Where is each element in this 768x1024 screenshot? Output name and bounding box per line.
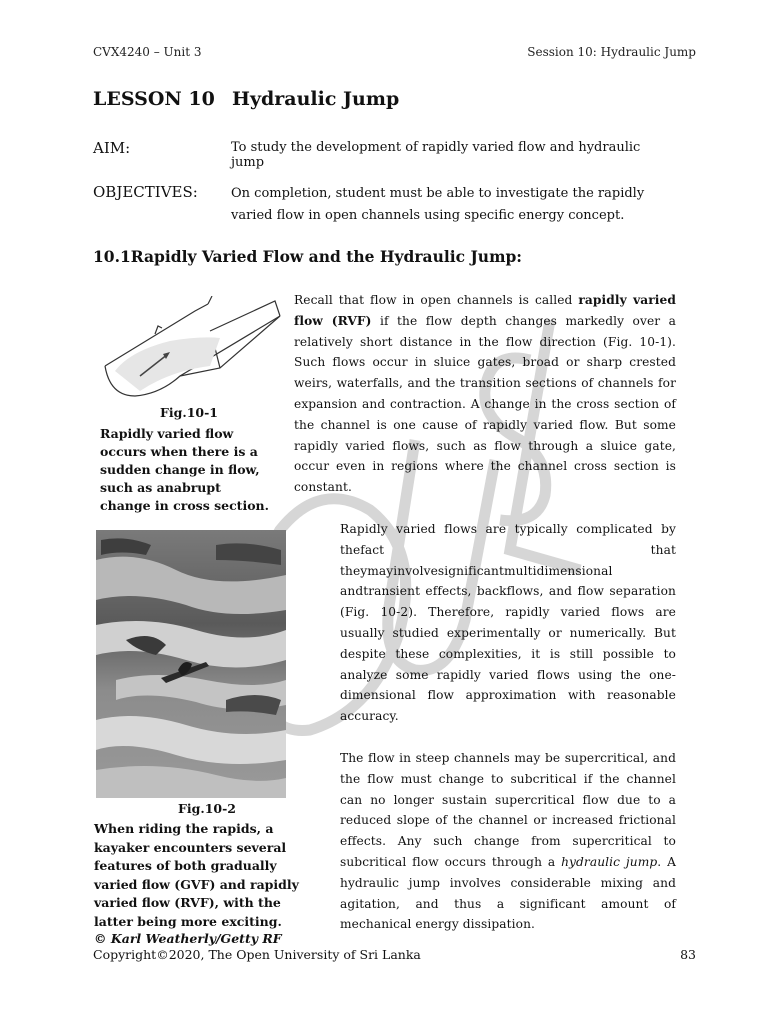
header-course-code: CVX4240 – Unit 3 [93, 45, 202, 59]
figure-10-2-credit: © Karl Weatherly/Getty RF [94, 931, 282, 946]
term-rvf: rapidly varied flow (RVF) [294, 293, 676, 328]
lesson-title: Hydraulic Jump [232, 88, 400, 110]
objectives-text: On completion, student must be able to investigate the rapidly varied flow in open channels using specific energy concept. [231, 186, 645, 223]
objectives-label: OBJECTIVES: [93, 183, 198, 201]
paragraph-rvf-complexity: Rapidly varied flows are typically complicated by thefact that theymayinvolvesignificantmultidimensional andtransient effects, backflows, and flow separation (Fig. 10-2). Therefore, rapidly varied flows are usually studied experimentally or numerically. But despite these complexities, it is still possible to analyze some rapidly varied flows using the one-dimensional flow approximation with reasonable accuracy. [340, 522, 676, 724]
lesson-number: LESSON 10 [93, 88, 215, 110]
paragraph-rvf-definition: Recall that flow in open channels is called rapidly varied flow (RVF) if the flow depth changes markedly over a relatively short distance in the flow direction (Fig. 10-1). Such flows occur in sluice gates, broad or sharp crested weirs, waterfalls, and the transition sections of channels for expansion and contraction. A change in the cross section of the channel is one cause of rapidly varied flow. But some rapidly varied flows, such as flow through a sluice gate, occur even in regions where the channel cross section is constant. [294, 293, 677, 495]
aim-text: To study the development of rapidly varied flow and hydraulic jump [231, 140, 641, 170]
figure-10-2-caption: When riding the rapids, a kayaker encounters several features of both gradually varied flow (GVF) and rapidly varied flow (RVF), with the latter being more exciting. [94, 821, 299, 929]
term-hydraulic-jump: hydraulic jump [561, 854, 658, 869]
aim-label: AIM: [93, 139, 131, 157]
figure-10-1-channel-sketch [100, 296, 285, 406]
header-session-title: Session 10: Hydraulic Jump [527, 45, 696, 59]
figure-10-1-number: Fig.10-1 [160, 405, 218, 420]
flow-arrow-shading [115, 337, 220, 391]
section-title: 10.1Rapidly Varied Flow and the Hydraulic Jump: [93, 247, 523, 266]
figure-10-2-kayak-photo [96, 530, 286, 798]
figure-10-2-number: Fig.10-2 [178, 801, 236, 816]
figure-10-1-caption: Rapidly varied flow occurs when there is a sudden change in flow, such as anabrupt change in cross section. [100, 426, 269, 513]
paragraph-hydraulic-jump: The flow in steep channels may be supercritical, and the flow must change to subcritical if the channel can no longer sustain supercritical flow due to a reduced slope of the channel or increased frictional effects. Any such change from supercritical to subcritical flow occurs through a hydraulic jump. A hydraulic jump involves considerable mixing and agitation, and thus a significant amount of mechanical energy dissipation. [340, 751, 676, 932]
page-number: 83 [680, 947, 696, 962]
footer-copyright: Copyright©2020, The Open University of Sri Lanka [93, 947, 421, 962]
